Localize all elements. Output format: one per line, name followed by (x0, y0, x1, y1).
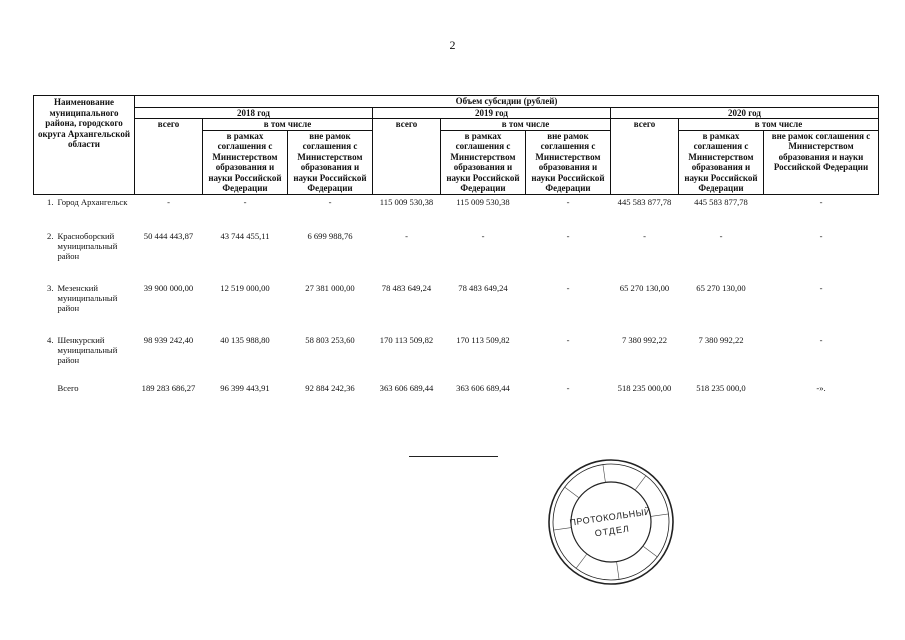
row-index: 3. (47, 282, 54, 293)
header-year-2019: 2019 год (373, 107, 611, 119)
header-total-2018: всего (135, 119, 203, 195)
header-within-2018: в рамках соглашения с Министерством образования и науки Российской Федерации (203, 130, 288, 194)
cell-2018-total: - (167, 196, 170, 207)
header-including-2019: в том числе (441, 119, 611, 131)
cell-2018-within: 12 519 000,00 (220, 282, 270, 293)
row-name-cell (34, 381, 135, 399)
page-number: 2 (449, 38, 456, 52)
cell-2020-within: 65 270 130,00 (696, 282, 746, 293)
cell-2018-outside: 27 381 000,00 (305, 282, 355, 293)
cell-2020-within: - (719, 230, 723, 241)
header-year-2018: 2018 год (135, 107, 373, 119)
cell-2019-outside: - (566, 230, 570, 241)
cell-2019-within: 78 483 649,24 (458, 282, 508, 293)
row-name: Город Архангельск (57, 196, 128, 207)
cell-2018-outside: 58 803 253,60 (305, 334, 355, 345)
total-2020-within: 518 235 000,0 (696, 382, 746, 393)
header-within-2019: в рамках соглашения с Министерством образования и науки Российской Федерации (441, 130, 526, 194)
divider-line (409, 456, 498, 457)
stamp-text-top: ПРОТОКОЛЬНЫЙ (568, 506, 652, 528)
cell-2019-within: 115 009 530,38 (456, 196, 510, 207)
total-row (34, 381, 879, 399)
cell-2018-within: - (243, 196, 247, 207)
cell-2020-outside: - (819, 334, 823, 345)
total-2020-total: 518 235 000,00 (617, 382, 672, 393)
total-2018-outside: 92 884 242,36 (305, 382, 355, 393)
table-row (34, 281, 879, 333)
header-name: Наименование муниципального района, городского округа Архангельской области (34, 96, 135, 195)
row-index: 4. (47, 334, 54, 345)
header-total-2020: всего (611, 119, 679, 195)
subsidy-table (33, 95, 879, 399)
row-name: Мезенский муниципальный район (57, 282, 118, 313)
cell-2019-total: - (405, 230, 408, 241)
row-name: Красноборский муниципальный район (57, 230, 118, 261)
total-2019-total: 363 606 689,44 (379, 382, 434, 393)
row-name-cell (34, 333, 135, 381)
cell-2019-within: - (481, 230, 485, 241)
table-row (34, 194, 879, 229)
cell-2018-total: 98 939 242,40 (143, 334, 194, 345)
cell-2020-outside: - (819, 196, 823, 207)
table-row (34, 333, 879, 381)
total-2018-total: 189 283 686,27 (141, 382, 196, 393)
header-outside-2019: вне рамок соглашения с Министерством образования и науки Российской Федерации (526, 130, 611, 194)
cell-2018-outside: 6 699 988,76 (307, 230, 353, 241)
header-total-2019: всего (373, 119, 441, 195)
cell-2020-total: 7 380 992,22 (621, 334, 668, 345)
cell-2020-within: 445 583 877,78 (694, 196, 748, 207)
cell-2018-outside: - (328, 196, 332, 207)
header-outside-2018: вне рамок соглашения с Министерством образования и науки Российской Федерации (288, 130, 373, 194)
cell-2019-total: 170 113 509,82 (379, 334, 434, 345)
header-including-2018: в том числе (203, 119, 373, 131)
total-2018-within: 96 399 443,91 (220, 382, 270, 393)
cell-2019-outside: - (566, 196, 570, 207)
cell-2018-total: 39 900 000,00 (143, 282, 194, 293)
row-name-cell (34, 229, 135, 281)
cell-2020-total: - (643, 230, 646, 241)
cell-2019-total: 115 009 530,38 (379, 196, 434, 207)
header-year-2020: 2020 год (611, 107, 879, 119)
cell-2019-total: 78 483 649,24 (381, 282, 432, 293)
total-label: Всего (57, 382, 79, 393)
cell-2020-total: 65 270 130,00 (619, 282, 670, 293)
row-name: Шенкурский муниципальный район (57, 334, 118, 365)
cell-2019-within: 170 113 509,82 (456, 334, 510, 345)
cell-2020-total: 445 583 877,78 (617, 196, 672, 207)
row-index: 1. (47, 196, 54, 207)
header-volume: Объем субсидии (рублей) (135, 96, 879, 108)
cell-2018-within: 43 744 455,11 (220, 230, 270, 241)
total-2019-within: 363 606 689,44 (456, 382, 510, 393)
cell-2020-within: 7 380 992,22 (698, 334, 744, 345)
total-2019-outside: - (566, 382, 570, 393)
total-2020-outside: -». (816, 382, 826, 393)
row-name-cell (34, 194, 135, 229)
cell-2018-total: 50 444 443,87 (143, 230, 194, 241)
row-index: 2. (47, 230, 54, 241)
cell-2018-within: 40 135 988,80 (220, 334, 270, 345)
header-outside-2020: вне рамок соглашения с Министерством образования и науки Российской Федерации (764, 130, 879, 194)
cell-2020-outside: - (819, 282, 823, 293)
cell-2019-outside: - (566, 282, 570, 293)
stamp-text-bottom: ОТДЕЛ (594, 523, 631, 539)
header-within-2020: в рамках соглашения с Министерством образования и науки Российской Федерации (679, 130, 764, 194)
official-stamp (547, 458, 675, 586)
cell-2020-outside: - (819, 230, 823, 241)
header-including-2020: в том числе (679, 119, 879, 131)
row-name-cell (34, 281, 135, 333)
table-row (34, 229, 879, 281)
cell-2019-outside: - (566, 334, 570, 345)
